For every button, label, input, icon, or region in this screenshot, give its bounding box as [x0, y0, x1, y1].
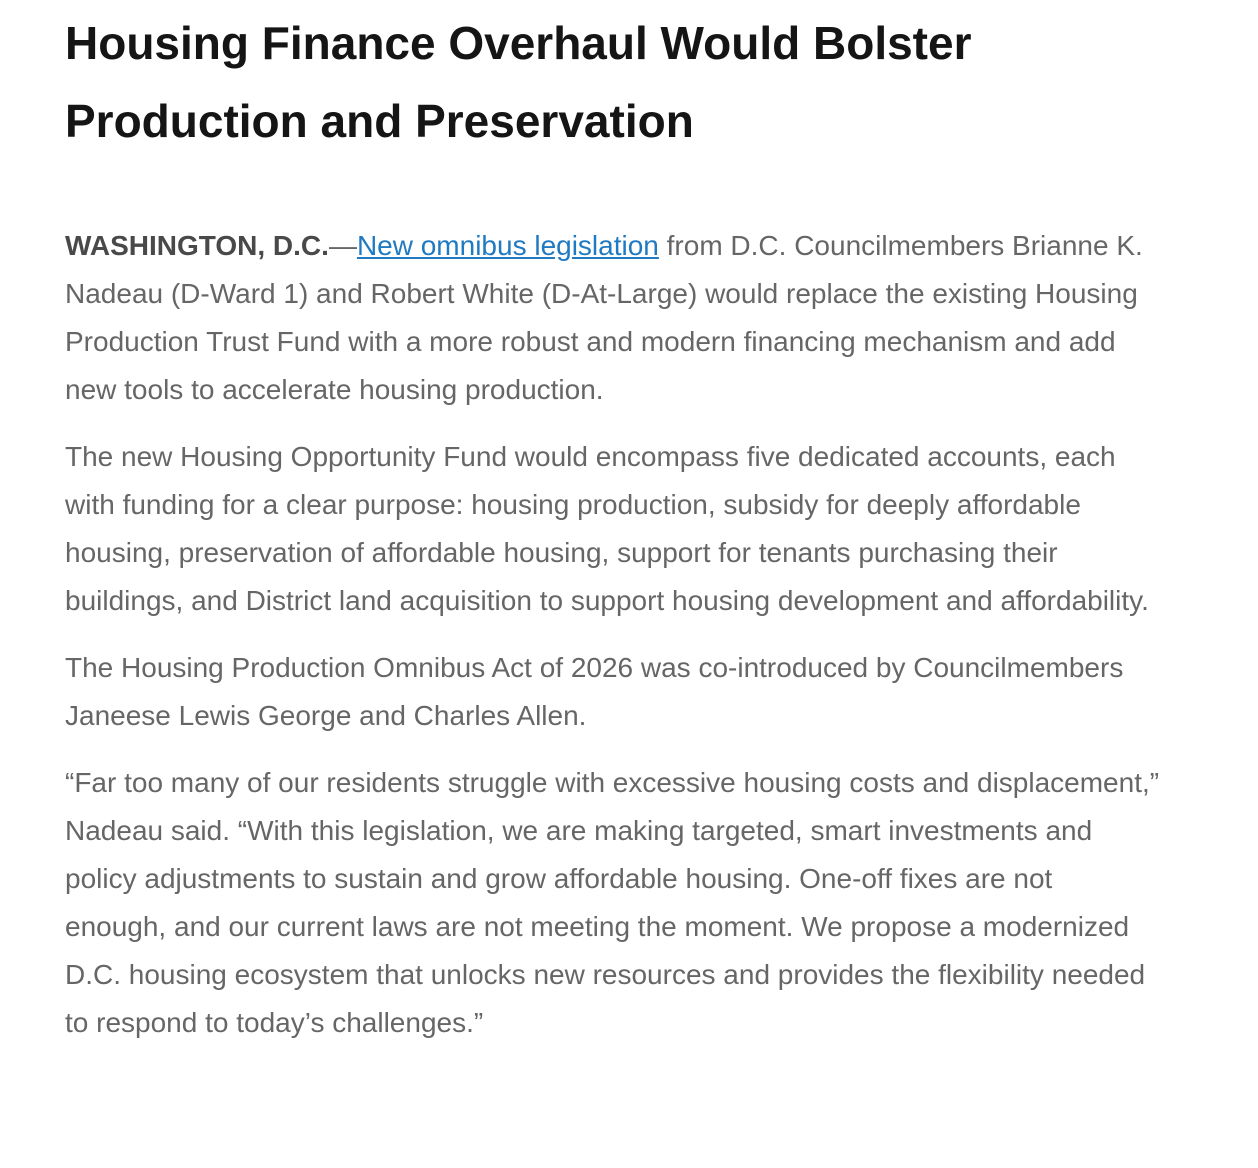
- body-text: The Housing Production Omnibus Act of 2026 was co-introduced by Councilmembers Janeese Lewis George and Charles Allen.: [65, 652, 1124, 731]
- omnibus-legislation-link[interactable]: New omnibus legislation: [356, 230, 659, 261]
- article-title: Housing Finance Overhaul Would Bolster Production and Preservation: [65, 17, 972, 147]
- body-text: “Far too many of our residents struggle with excessive housing costs and displacement,” Nadeau said. “With this legislation, we are making targeted, smart investments and policy adjustments to sustain and grow affordable housing. One-off fixes are not enough, and our current laws are not meeting the moment. We propose a modernized D.C. housing ecosystem that unlocks new resources and provides the flexibility needed to respond to today’s challenges.”: [65, 767, 1160, 1038]
- body-text: —: [328, 230, 357, 261]
- dateline: WASHINGTON, D.C.: [65, 230, 329, 261]
- body-text: The new Housing Opportunity Fund would encompass five dedicated accounts, each with funding for a clear purpose: housing production, subsidy for deeply affordable housing, preservation of affordable housing, support for tenants purchasing their buildings, and District land acquisition to support housing development and affordability.: [65, 441, 1149, 616]
- paragraph-co-introduction: [65, 644, 1160, 740]
- article-body: [65, 222, 1160, 1047]
- paragraph-fund-accounts: [65, 433, 1160, 625]
- body-text: from D.C. Councilmembers Brianne K. Nadeau (D-Ward 1) and Robert White (D-At-Large) would replace the existing Housing Production Trust Fund with a more robust and modern financing mechanism and add new tools to accelerate housing production.: [65, 230, 1143, 405]
- paragraph-nadeau-quote: [65, 759, 1160, 1047]
- paragraph-dateline-lede: [65, 222, 1160, 414]
